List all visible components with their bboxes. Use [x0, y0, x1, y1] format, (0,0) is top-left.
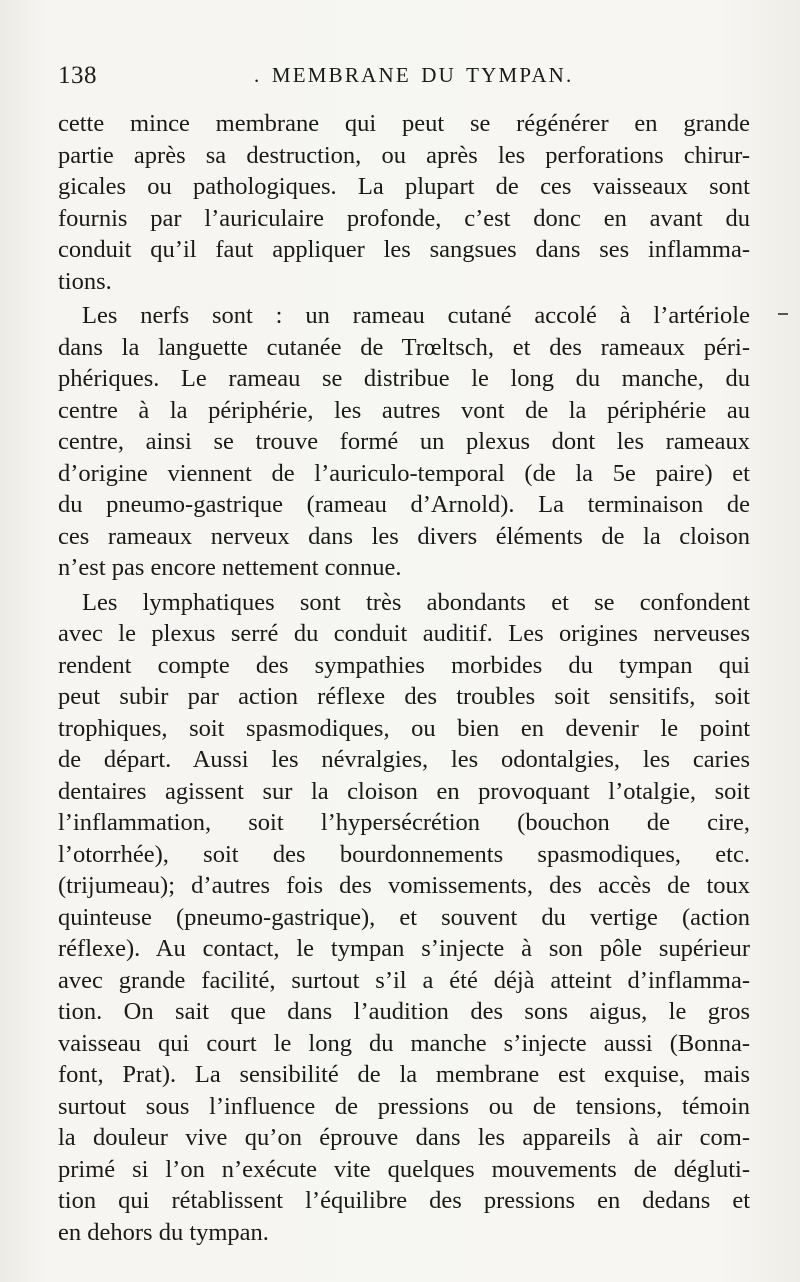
text-line: tion qui rétablissent l’équilibre des pressions en dedans et: [58, 1187, 750, 1214]
text-line: réflexe). Au contact, le tympan s’injecte à son pôle supérieur: [58, 935, 750, 962]
running-head: . MEMBRANE DU TYMPAN.: [254, 63, 574, 87]
text-line: fournis par l’auriculaire profonde, c’est donc en avant du: [58, 204, 750, 232]
page-header: [58, 62, 738, 96]
text-line: gicales ou pathologiques. La plupart de ces vaisseaux sont: [58, 173, 750, 200]
text-line: n’est pas encore nettement connue.: [58, 554, 402, 581]
text-line: l’inflammation, soit l’hypersécrétion (bouchon de cire,: [58, 809, 750, 836]
text-line: font, Prat). La sensibilité de la membrane est exquise, mais: [58, 1061, 750, 1088]
text-line: vaisseau qui court le long du manche s’injecte aussi (Bonna-: [58, 1029, 750, 1057]
text-line: primé si l’on n’exécute vite quelques mouvements de dégluti-: [58, 1155, 750, 1183]
page-edge-mark: [778, 313, 788, 315]
text-line: de départ. Aussi les névralgies, les odontalgies, les caries: [58, 746, 750, 773]
text-line: en dehors du tympan.: [58, 1218, 269, 1246]
text-line: partie après sa destruction, ou après les perforations chirur-: [58, 141, 750, 169]
text-line: (trijumeau); d’autres fois des vomissements, des accès de toux: [58, 872, 750, 899]
page-number: 138: [58, 62, 97, 89]
text-line: peut subir par action réflexe des troubles soit sensitifs, soit: [58, 683, 750, 710]
text-line: tions.: [58, 267, 112, 295]
text-line: Les nerfs sont : un rameau cutané accolé à l’artériole: [82, 302, 750, 329]
text-line: tion. On sait que dans l’audition des sons aigus, le gros: [58, 998, 750, 1025]
text-line: centre à la périphérie, les autres vont de la périphérie au: [58, 396, 750, 424]
text-line: dans la languette cutanée de Trœltsch, et des rameaux péri-: [58, 333, 750, 361]
text-line: conduit qu’il faut appliquer les sangsues dans ses inflamma-: [58, 236, 750, 263]
body-text: [58, 108, 750, 1248]
text-line: rendent compte des sympathies morbides du tympan qui: [58, 651, 750, 679]
text-line: la douleur vive qu’on éprouve dans les appareils à air com-: [58, 1124, 750, 1151]
text-line: surtout sous l’influence de pressions ou de tensions, témoin: [58, 1092, 750, 1120]
text-line: quinteuse (pneumo-gastrique), et souvent du vertige (action: [58, 903, 750, 931]
text-line: l’otorrhée), soit des bourdonnements spasmodiques, etc.: [58, 840, 750, 868]
text-line: avec grande facilité, surtout s’il a été déjà atteint d’inflamma-: [58, 966, 750, 994]
text-line: cette mince membrane qui peut se régénérer en grande: [58, 110, 750, 137]
text-line: ces rameaux nerveux dans les divers éléments de la cloison: [58, 522, 750, 550]
text-line: trophiques, soit spasmodiques, ou bien en devenir le point: [58, 714, 750, 742]
text-line: du pneumo-gastrique (rameau d’Arnold). La terminaison de: [58, 491, 750, 518]
text-line: Les lymphatiques sont très abondants et se confondent: [82, 588, 750, 616]
text-line: avec le plexus serré du conduit auditif. Les origines nerveuses: [58, 620, 750, 647]
text-line: dentaires agissent sur la cloison en provoquant l’otalgie, soit: [58, 777, 750, 805]
text-line: phériques. Le rameau se distribue le long du manche, du: [58, 365, 750, 392]
text-line: d’origine viennent de l’auriculo-temporal (de la 5e paire) et: [58, 459, 750, 487]
text-line: centre, ainsi se trouve formé un plexus dont les rameaux: [58, 428, 750, 455]
